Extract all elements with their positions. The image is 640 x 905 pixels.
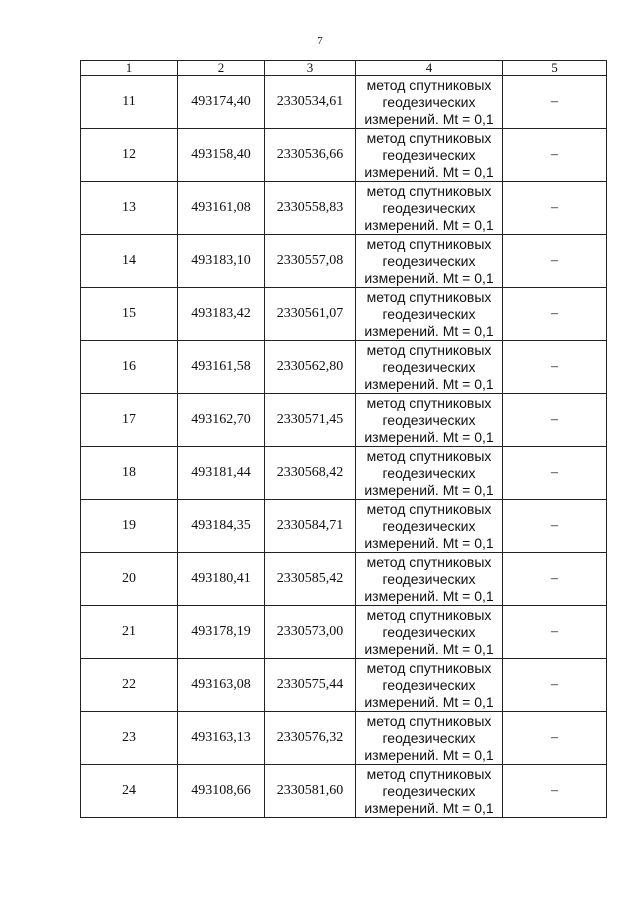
note-cell: – [503,288,607,341]
note-cell: – [503,659,607,712]
point-number-cell: 23 [81,712,178,765]
method-cell [356,712,503,765]
method-line: геодезических [382,411,476,428]
method-line: геодезических [382,358,476,375]
method-line: метод спутниковых [366,341,492,358]
method-line: геодезических [382,517,476,534]
point-number-cell: 22 [81,659,178,712]
note-cell: – [503,500,607,553]
x-coordinate-cell: 493162,70 [178,394,265,447]
y-coordinate-cell: 2330585,42 [265,553,356,606]
table-body [81,76,607,818]
x-coordinate-cell: 493180,41 [178,553,265,606]
table-row [81,659,607,712]
method-line: метод спутниковых [366,394,492,411]
y-coordinate-cell: 2330558,83 [265,182,356,235]
method-line: метод спутниковых [366,182,492,199]
method-line: измерений. Mt = 0,1 [364,799,494,816]
method-line: геодезических [382,305,476,322]
page-number: 7 [317,35,323,47]
x-coordinate-cell: 493163,13 [178,712,265,765]
table-row [81,500,607,553]
method-line: метод спутниковых [366,76,492,93]
note-cell: – [503,553,607,606]
column-header: 1 [81,61,178,76]
column-header: 2 [178,61,265,76]
point-number-cell: 11 [81,76,178,129]
point-number-cell: 14 [81,235,178,288]
note-cell: – [503,447,607,500]
note-cell: – [503,341,607,394]
y-coordinate-cell: 2330536,66 [265,129,356,182]
point-number-cell: 13 [81,182,178,235]
y-coordinate-cell: 2330584,71 [265,500,356,553]
table-row [81,712,607,765]
point-number-cell: 19 [81,500,178,553]
point-number-cell: 18 [81,447,178,500]
method-cell [356,235,503,288]
method-cell [356,182,503,235]
table-row [81,235,607,288]
note-cell: – [503,182,607,235]
table-header-row [81,61,607,76]
table-row [81,553,607,606]
point-number-cell: 20 [81,553,178,606]
point-number-cell: 17 [81,394,178,447]
x-coordinate-cell: 493174,40 [178,76,265,129]
method-line: метод спутниковых [366,606,492,623]
method-cell [356,288,503,341]
method-line: геодезических [382,676,476,693]
method-line: измерений. Mt = 0,1 [364,375,494,392]
note-cell: – [503,76,607,129]
table-row [81,129,607,182]
y-coordinate-cell: 2330562,80 [265,341,356,394]
method-line: измерений. Mt = 0,1 [364,269,494,286]
x-coordinate-cell: 493163,08 [178,659,265,712]
x-coordinate-cell: 493161,08 [178,182,265,235]
method-line: измерений. Mt = 0,1 [364,587,494,604]
table-row [81,394,607,447]
point-number-cell: 24 [81,765,178,818]
method-line: метод спутниковых [366,235,492,252]
method-line: геодезических [382,146,476,163]
column-header: 5 [503,61,607,76]
y-coordinate-cell: 2330561,07 [265,288,356,341]
method-line: измерений. Mt = 0,1 [364,216,494,233]
method-line: геодезических [382,729,476,746]
x-coordinate-cell: 493178,19 [178,606,265,659]
x-coordinate-cell: 493183,42 [178,288,265,341]
note-cell: – [503,235,607,288]
method-line: метод спутниковых [366,712,492,729]
method-line: метод спутниковых [366,447,492,464]
method-line: измерений. Mt = 0,1 [364,481,494,498]
method-cell [356,765,503,818]
point-number-cell: 21 [81,606,178,659]
table-row [81,182,607,235]
method-line: геодезических [382,252,476,269]
note-cell: – [503,606,607,659]
method-line: геодезических [382,93,476,110]
method-cell [356,659,503,712]
point-number-cell: 12 [81,129,178,182]
method-line: измерений. Mt = 0,1 [364,534,494,551]
y-coordinate-cell: 2330576,32 [265,712,356,765]
method-line: измерений. Mt = 0,1 [364,110,494,127]
note-cell: – [503,765,607,818]
x-coordinate-cell: 493161,58 [178,341,265,394]
method-cell [356,76,503,129]
y-coordinate-cell: 2330557,08 [265,235,356,288]
method-cell [356,129,503,182]
method-line: геодезических [382,623,476,640]
y-coordinate-cell: 2330575,44 [265,659,356,712]
method-line: метод спутниковых [366,553,492,570]
method-line: метод спутниковых [366,659,492,676]
table-row [81,341,607,394]
method-line: измерений. Mt = 0,1 [364,322,494,339]
method-line: измерений. Mt = 0,1 [364,693,494,710]
method-line: геодезических [382,782,476,799]
x-coordinate-cell: 493181,44 [178,447,265,500]
method-cell [356,500,503,553]
note-cell: – [503,129,607,182]
table-row [81,606,607,659]
method-line: геодезических [382,199,476,216]
x-coordinate-cell: 493184,35 [178,500,265,553]
x-coordinate-cell: 493183,10 [178,235,265,288]
method-line: метод спутниковых [366,765,492,782]
column-header: 3 [265,61,356,76]
x-coordinate-cell: 493108,66 [178,765,265,818]
method-line: метод спутниковых [366,500,492,517]
note-cell: – [503,712,607,765]
method-line: геодезических [382,570,476,587]
method-line: метод спутниковых [366,129,492,146]
note-cell: – [503,394,607,447]
table-row [81,288,607,341]
table-row [81,765,607,818]
method-line: измерений. Mt = 0,1 [364,428,494,445]
point-number-cell: 16 [81,341,178,394]
method-cell [356,606,503,659]
x-coordinate-cell: 493158,40 [178,129,265,182]
coordinates-table [80,60,607,818]
y-coordinate-cell: 2330571,45 [265,394,356,447]
table-row [81,447,607,500]
column-header: 4 [356,61,503,76]
y-coordinate-cell: 2330573,00 [265,606,356,659]
method-cell [356,394,503,447]
method-line: измерений. Mt = 0,1 [364,163,494,180]
method-line: измерений. Mt = 0,1 [364,640,494,657]
y-coordinate-cell: 2330568,42 [265,447,356,500]
method-line: геодезических [382,464,476,481]
method-line: измерений. Mt = 0,1 [364,746,494,763]
table-row [81,76,607,129]
method-cell [356,447,503,500]
method-line: метод спутниковых [366,288,492,305]
method-cell [356,341,503,394]
y-coordinate-cell: 2330534,61 [265,76,356,129]
method-cell [356,553,503,606]
y-coordinate-cell: 2330581,60 [265,765,356,818]
point-number-cell: 15 [81,288,178,341]
